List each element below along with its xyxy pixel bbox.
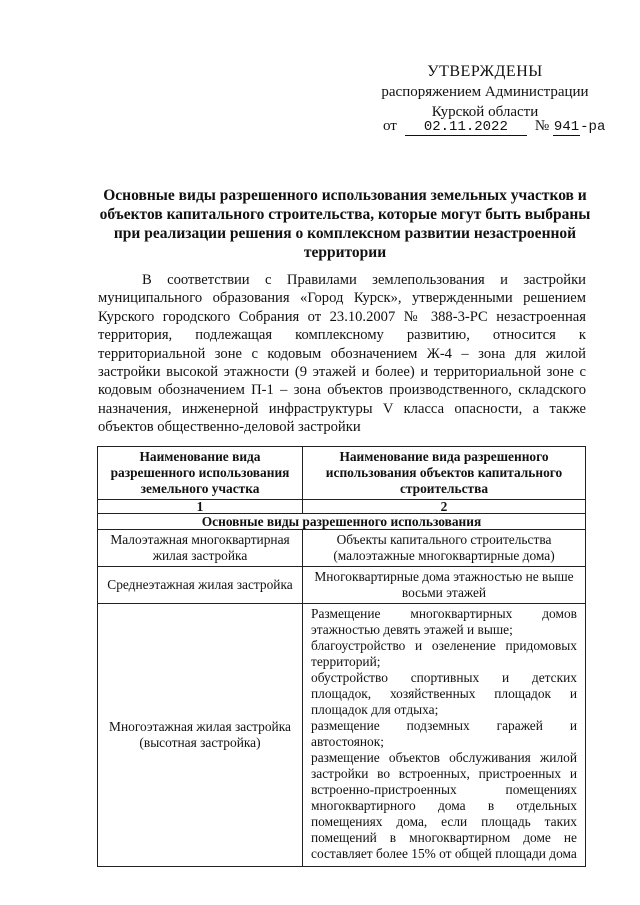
column-number: 2	[303, 500, 586, 514]
order-number-sign: №	[534, 118, 550, 134]
table-row	[98, 567, 586, 604]
table-header-row	[98, 447, 586, 500]
objects-list-item: Размещение многоквартирных домов этажностью девять этажей и выше;	[311, 606, 577, 637]
approval-region: Курской области	[431, 104, 539, 120]
section-row	[98, 514, 586, 530]
objects-list-item: благоустройство и озеленение придомовых территорий;	[311, 638, 577, 669]
order-reference	[383, 118, 605, 136]
objects-list-cell	[303, 604, 586, 867]
order-prefix: от	[383, 118, 397, 134]
approval-issuer: распоряжением Администрации	[381, 84, 589, 100]
land-use-cell: Многоэтажная жилая застройка (высотная застройка)	[98, 604, 303, 867]
intro-paragraph: В соответствии с Правилами землепользования и застройки муниципального образования «Город Курск», утвержденными решением Курского городского Собрания от 23.10.2007 № 388-3-РС незастроенная территория, подлежащая комплексному развитию, относится к территориальной зоне с кодовым обозначением Ж-4 – зона для жилой застройки высокой этажности (9 этажей и более) и территориальной зоне с кодовым обозначением П-1 – зона объектов производственного, складского назначения, инженерной инфраструктуры V класса опасности, а также объектов общественно-деловой застройки	[98, 272, 586, 436]
objects-list-item: размещение подземных гаражей и автостоянок;	[311, 718, 577, 749]
land-use-cell: Малоэтажная многоквартирная жилая застройка	[98, 530, 303, 567]
column-number: 1	[98, 500, 303, 514]
order-number-suffix: -ра	[580, 119, 606, 135]
approval-block	[360, 62, 610, 122]
order-date: 02.11.2022	[405, 119, 527, 136]
header-land-use: Наименование вида разрешенного использования земельного участка	[98, 447, 303, 500]
column-number-row	[98, 500, 586, 514]
document-title: Основные виды разрешенного использования земельных участков и объектов капитального строительства, которые могут быть выбраны при реализации решения о комплексном развитии незастроенной территории	[99, 187, 591, 261]
table-row	[98, 604, 586, 867]
section-title: Основные виды разрешенного использования	[98, 514, 586, 530]
objects-cell: Многоквартирные дома этажностью не выше восьми этажей	[303, 567, 586, 604]
permitted-use-table	[97, 446, 586, 867]
land-use-cell: Среднеэтажная жилая застройка	[98, 567, 303, 604]
objects-list-item: размещение объектов обслуживания жилой застройки во встроенных, пристроенных и встроенно-пристроенных помещениях многоквартирного дома в отдельных помещениях дома, если площадь таких помещений в многоквартирном доме не составляет более 15% от общей площади дома	[311, 750, 577, 861]
objects-list-item: обустройство спортивных и детских площадок, хозяйственных площадок и площадок для отдыха;	[311, 670, 577, 717]
order-number: 941	[553, 119, 580, 135]
table-row	[98, 530, 586, 567]
header-capital-objects: Наименование вида разрешенного использования объектов капитального строительства	[303, 447, 586, 500]
approval-heading: УТВЕРЖДЕНЫ	[427, 63, 543, 80]
objects-cell: Объекты капитального строительства (малоэтажные многоквартирные дома)	[303, 530, 586, 567]
